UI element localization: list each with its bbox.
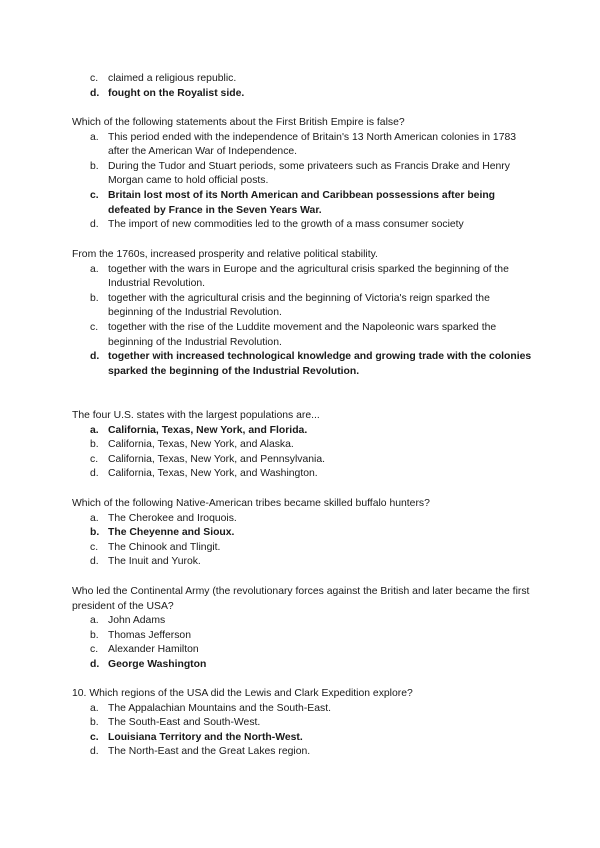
- question-largest-states: [72, 409, 532, 482]
- question-stem: Which of the following statements about the First British Empire is false?: [72, 117, 405, 128]
- option-letter: b.: [90, 629, 99, 641]
- options-list: [72, 512, 532, 570]
- option-d: [72, 745, 532, 760]
- option-c: [72, 453, 532, 468]
- option-d-answer: [72, 350, 532, 379]
- question-continental-army: [72, 585, 532, 673]
- option-c: [72, 643, 532, 658]
- option-text: California, Texas, New York, and Washington.: [108, 468, 318, 480]
- option-a: [72, 702, 532, 717]
- option-c: [72, 321, 532, 350]
- option-d: [72, 467, 532, 482]
- option-d-answer: [72, 87, 532, 102]
- option-letter: c.: [90, 453, 99, 465]
- option-text: together with the agricultural crisis and the beginning of Victoria's reign sparked the beginning of the Industrial Revolution.: [108, 292, 490, 319]
- option-text: together with the wars in Europe and the agricultural crisis sparked the beginning of the Industrial Revolution.: [108, 263, 509, 290]
- option-text: Alexander Hamilton: [108, 644, 199, 656]
- option-a: [72, 512, 532, 527]
- option-d-answer: [72, 658, 532, 673]
- option-letter: b.: [90, 292, 99, 304]
- question-stem: The four U.S. states with the largest populations are...: [72, 410, 320, 421]
- option-letter: b.: [90, 717, 99, 729]
- option-letter: d.: [90, 219, 99, 231]
- option-letter: d.: [90, 468, 99, 480]
- option-letter: a.: [90, 512, 99, 524]
- option-letter: d.: [90, 658, 100, 670]
- question-first-british-empire: [72, 116, 532, 233]
- option-a: [72, 131, 532, 160]
- options-list: [72, 614, 532, 672]
- option-text: The import of new commodities led to the growth of a mass consumer society: [108, 219, 464, 231]
- option-c-answer: [72, 731, 532, 746]
- question-lewis-clark: [72, 687, 532, 760]
- option-text: together with the rise of the Luddite movement and the Napoleonic wars sparked the beginning of the Industrial Revolution.: [108, 321, 497, 348]
- option-text: The Cherokee and Iroquois.: [108, 512, 237, 524]
- option-text: Britain lost most of its North American and Caribbean possessions after being defeated by France in the Seven Years War.: [108, 189, 496, 216]
- option-text: The North-East and the Great Lakes region.: [108, 746, 311, 758]
- options-list: [72, 424, 532, 482]
- option-letter: c.: [90, 321, 99, 333]
- option-text: together with increased technological knowledge and growing trade with the colonies sparked the beginning of the Industrial Revolution.: [108, 351, 532, 377]
- option-text: fought on the Royalist side.: [108, 87, 245, 99]
- option-c: [72, 72, 532, 87]
- option-letter: a.: [90, 131, 99, 143]
- option-a-answer: [72, 424, 532, 439]
- option-text: Louisiana Territory and the North-West.: [108, 731, 303, 743]
- option-text: The Chinook and Tlingit.: [108, 541, 221, 553]
- option-letter: d.: [90, 351, 100, 363]
- option-letter: c.: [90, 189, 99, 201]
- option-text: The Cheyenne and Sioux.: [108, 527, 235, 539]
- option-letter: c.: [90, 644, 99, 656]
- option-b: [72, 716, 532, 731]
- option-text: Thomas Jefferson: [108, 629, 191, 641]
- option-a: [72, 263, 532, 292]
- option-b-answer: [72, 526, 532, 541]
- option-d: [72, 218, 532, 233]
- option-text: The South-East and South-West.: [108, 717, 261, 729]
- options-list: [72, 702, 532, 760]
- option-text: The Appalachian Mountains and the South-East.: [108, 702, 331, 714]
- option-letter: d.: [90, 556, 99, 568]
- option-letter: a.: [90, 615, 99, 627]
- option-letter: b.: [90, 439, 99, 451]
- option-letter: c.: [90, 731, 99, 743]
- option-a: [72, 614, 532, 629]
- option-c: [72, 541, 532, 556]
- option-letter: c.: [90, 541, 99, 553]
- option-letter: b.: [90, 527, 100, 539]
- option-text: California, Texas, New York, and Pennsylvania.: [108, 453, 325, 465]
- option-b: [72, 629, 532, 644]
- option-b: [72, 160, 532, 189]
- option-letter: d.: [90, 87, 100, 99]
- option-text: California, Texas, New York, and Florida.: [108, 424, 308, 436]
- option-b: [72, 438, 532, 453]
- question-continued: [72, 72, 532, 101]
- option-text: During the Tudor and Stuart periods, some privateers such as Francis Drake and Henry Morgan came to hold official posts.: [108, 160, 510, 187]
- option-letter: c.: [90, 73, 99, 84]
- option-text: This period ended with the independence of Britain's 13 North American colonies in 1783 after the American War of Independence.: [108, 131, 517, 158]
- option-letter: b.: [90, 160, 99, 172]
- option-letter: a.: [90, 424, 99, 436]
- option-text: claimed a religious republic.: [108, 73, 237, 84]
- option-text: California, Texas, New York, and Alaska.: [108, 439, 294, 451]
- option-letter: a.: [90, 263, 99, 275]
- option-letter: a.: [90, 702, 99, 714]
- options-list: [72, 263, 532, 380]
- option-d: [72, 555, 532, 570]
- option-b: [72, 292, 532, 321]
- question-stem: 10. Which regions of the USA did the Lewis and Clark Expedition explore?: [72, 688, 413, 699]
- option-text: The Inuit and Yurok.: [108, 556, 201, 568]
- option-letter: d.: [90, 746, 99, 758]
- options-list: [72, 131, 532, 233]
- question-industrial-revolution: [72, 248, 532, 379]
- option-text: George Washington: [108, 658, 207, 670]
- question-buffalo-hunters: [72, 497, 532, 570]
- option-c-answer: [72, 189, 532, 218]
- question-stem: Who led the Continental Army (the revolutionary forces against the British and later became the first president of the USA?: [72, 586, 530, 612]
- question-stem: From the 1760s, increased prosperity and relative political stability.: [72, 249, 378, 260]
- question-stem: Which of the following Native-American tribes became skilled buffalo hunters?: [72, 498, 430, 509]
- options-list: [72, 72, 532, 101]
- option-text: John Adams: [108, 615, 166, 627]
